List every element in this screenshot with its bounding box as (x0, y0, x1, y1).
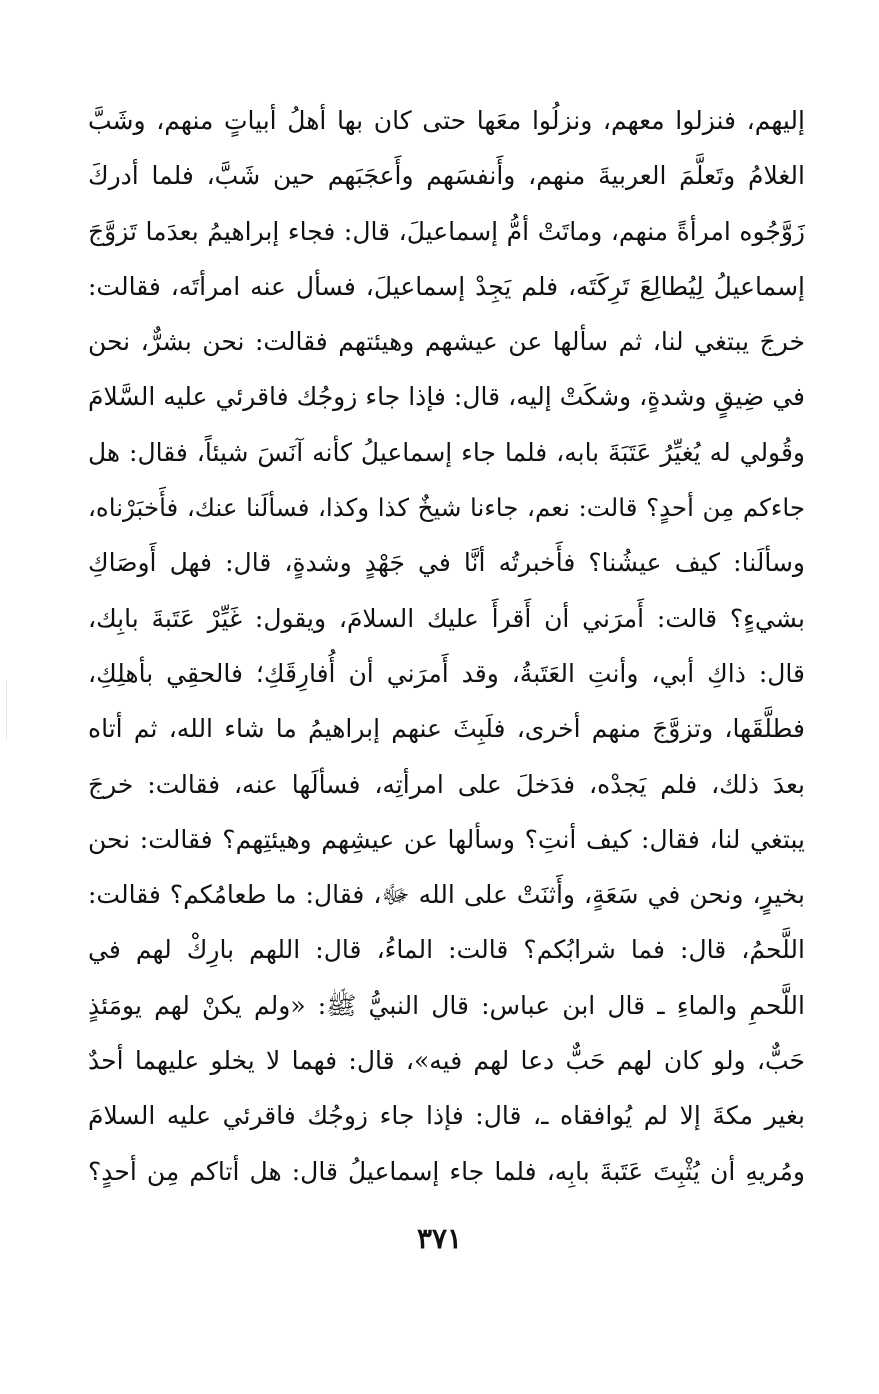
text-line-11: قال: ذاكِ أبي، وأنتِ العَتَبةُ، وقد أَمرَني أن أُفارِقَكِ؛ فالحقِي بأهلِكِ، (88, 658, 805, 688)
text-line-9: وسألَنا: كيف عيشُنا؟ فأَخبرتُه أنَّا في جَهْدٍ وشدةٍ، قال: فهل أَوصَاكِ (88, 548, 805, 578)
text-line-6: في ضِيقٍ وشدةٍ، وشكَتْ إليه، قال: فإذا جاء زوجُك فاقرئي عليه السَّلامَ (88, 382, 805, 412)
text-line-5: خرجَ يبتغي لنا، ثم سألها عن عيشهم وهيئتهم فقالت: نحن بشرٌّ، نحن (88, 327, 805, 357)
text-line-19: بغير مكةَ إلا لم يُوافقاه ـ، قال: فإذا جاء زوجُك فاقرئي عليه السلامَ (88, 1101, 805, 1131)
text-line-18: حَبٌّ، ولو كان لهم حَبٌّ دعا لهم فيه»، قال: فهما لا يخلو عليهما أحدٌ (88, 1046, 805, 1076)
body-text (88, 93, 805, 1199)
text-line-10: بشيءٍ؟ قالت: أَمرَني أن أَقرأَ عليك السلامَ، ويقول: غَيِّرْ عَتَبةَ بابِك، (88, 603, 805, 633)
text-line-8: جاءكم مِن أحدٍ؟ قالت: نعم، جاءنا شيخٌ كذا وكذا، فسألَنا عنك، فأَخبَرْناه، (88, 493, 805, 523)
page-number: ٣٧١ (416, 1222, 463, 1255)
text-line-4: إسماعيلُ لِيُطالِعَ تَرِكَتَه، فلم يَجِدْ إسماعيلَ، فسأل عنه امرأتَه، فقالت: (88, 271, 805, 301)
text-line-15: بخيرٍ، ونحن في سَعَةٍ، وأَثنَتْ على الله ﷻ، فقال: ما طعامُكم؟ فقالت: (88, 880, 805, 910)
text-line-2: الغلامُ وتَعلَّمَ العربيةَ منهم، وأَنفسَهم وأَعجَبَهم حين شَبَّ، فلما أدركَ (88, 161, 805, 191)
text-line-16: اللَّحمُ، قال: فما شرابُكم؟ قالت: الماءُ، قال: اللهم بارِكْ لهم في (88, 935, 805, 965)
text-line-3: زَوَّجُوه امرأةً منهم، وماتَتْ أمُّ إسماعيلَ، قال: فجاء إبراهيمُ بعدَما تَزوَّجَ (88, 216, 805, 246)
text-line-7: وقُولي له يُغيِّرُ عَتَبَةَ بابه، فلما جاء إسماعيلُ كأنه آنَسَ شيئاً، فقال: هل (88, 437, 805, 467)
text-line-13: بعدَ ذلك، فلم يَجدْه، فدَخلَ على امرأتِه، فسألَها عنه، فقالت: خرجَ (88, 769, 805, 799)
scan-margin-mark (6, 680, 7, 740)
text-line-17: اللَّحمِ والماءِ ـ قال ابن عباس: قال النبيُّ ﷺ: «ولم يكنْ لهم يومَئذٍ (88, 990, 805, 1020)
text-line-20: ومُريهِ أن يُثْبِتَ عَتَبةَ بابِه، فلما جاء إسماعيلُ قال: هل أتاكم مِن أحدٍ؟ (88, 1156, 805, 1186)
text-line-12: فطلَّقَها، وتزوَّجَ منهم أخرى، فلَبِثَ عنهم إبراهيمُ ما شاء الله، ثم أتاه (88, 714, 805, 744)
text-line-1: إليهم، فنزلوا معهم، ونزلُوا معَها حتى كان بها أهلُ أبياتٍ منهم، وشَبَّ (88, 106, 805, 135)
text-line-14: يبتغي لنا، فقال: كيف أنتِ؟ وسألها عن عيشِهم وهيئتِهم؟ فقالت: نحن (88, 824, 805, 854)
